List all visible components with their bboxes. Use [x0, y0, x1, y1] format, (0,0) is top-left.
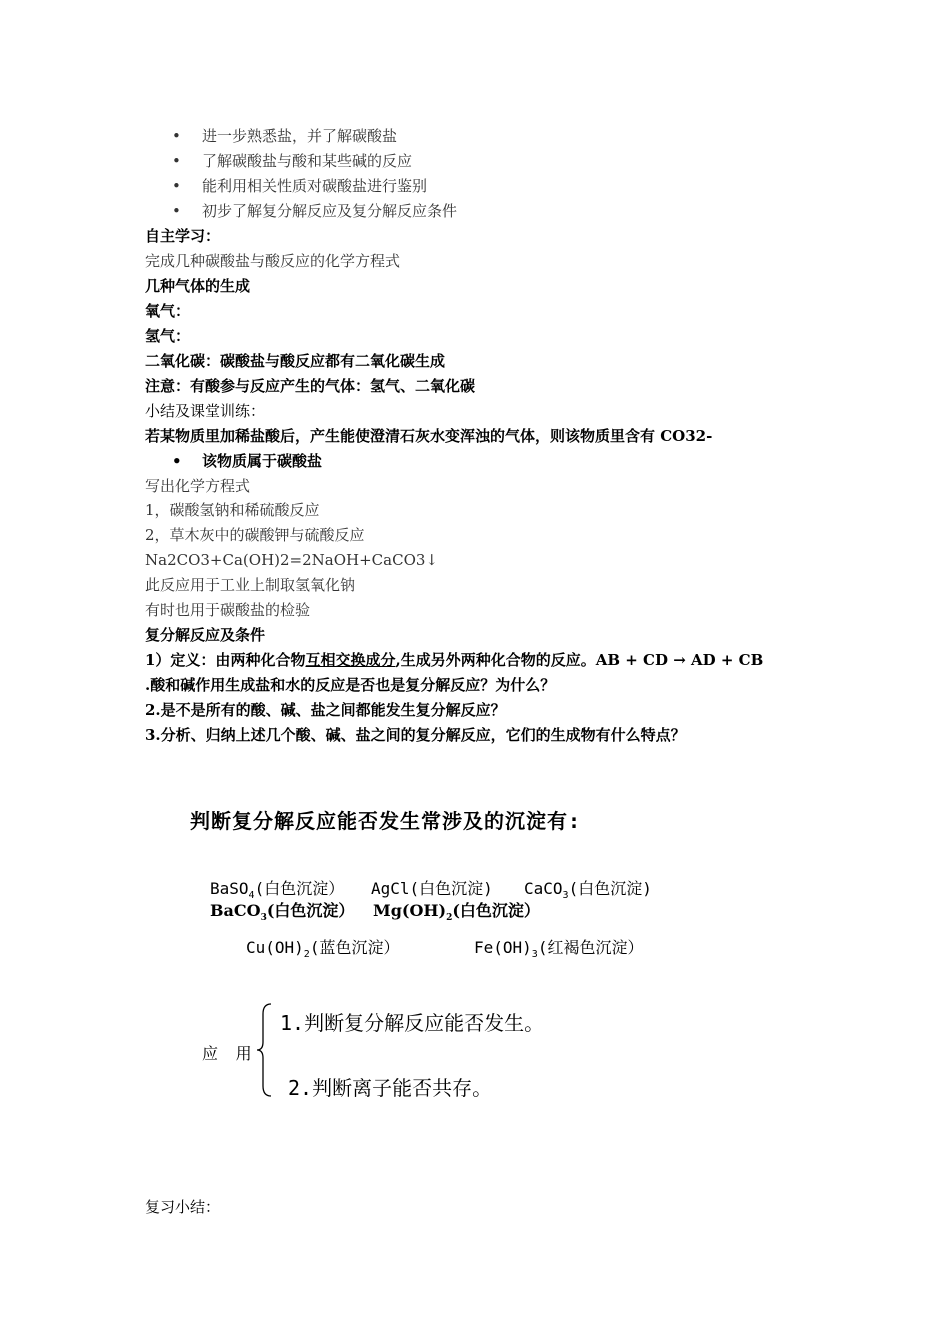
note-line: 注意：有酸参与反应产生的气体：氢气、二氧化碳 — [145, 377, 476, 395]
summary-heading: 小结及课堂训练： — [145, 402, 266, 420]
precipitate-baso4: BaSO$_4$(白色沉淀） — [210, 879, 345, 902]
co2-line: 二氧化碳：碳酸盐与酸反应都有二氧化碳生成 — [145, 352, 446, 370]
conclusion-item: • 该物质属于碳酸盐 — [172, 452, 323, 470]
precipitate-feoh3: $Fe(OH)_3$(红褐色沉淀） — [474, 938, 644, 961]
precipitate-agcl: AgCl(白色沉淀) — [371, 879, 493, 898]
objective-item: • 了解碳酸盐与酸和某些碱的反应 — [172, 152, 413, 170]
objective-item: • 进一步熟悉盐，并了解碳酸盐 — [172, 127, 398, 145]
objective-item: • 能利用相关性质对碳酸盐进行鉴别 — [172, 177, 428, 195]
gases-heading: 几种气体的生成 — [145, 277, 251, 295]
precipitate-baco3: BaCO$_3$(白色沉淀） — [210, 901, 355, 924]
question-2: 2，草木灰中的碳酸钾与硫酸反应 — [145, 526, 365, 544]
definition-line: 1）定义：由两种化合物互相交换成分,生成另外两种化合物的反应。AB + CD → AD + CB — [145, 651, 764, 669]
precipitate-cuoh2: $Cu(OH)_2$(蓝色沉淀） — [246, 938, 400, 961]
question-all-react: 2.是不是所有的酸、碱、盐之间都能发生复分解反应？ — [145, 701, 506, 719]
write-equation: 写出化学方程式 — [145, 477, 251, 495]
use-line-2: 有时也用于碳酸盐的检验 — [145, 601, 311, 619]
self-study-heading: 自主学习： — [145, 227, 221, 245]
application-item-1: 1.判断复分解反应能否发生。 — [280, 1011, 545, 1035]
double-decomp-heading: 复分解反应及条件 — [145, 626, 266, 644]
acid-base-question: .酸和碱作用生成盐和水的反应是否也是复分解反应？为什么？ — [145, 676, 556, 694]
oxygen-line: 氧气： — [145, 302, 191, 320]
question-products: 3.分析、归纳上述几个酸、碱、盐之间的复分解反应，它们的生成物有什么特点？ — [145, 726, 686, 744]
question-1: 1，碳酸氢钠和稀硫酸反应 — [145, 501, 320, 519]
self-study-task: 完成几种碳酸盐与酸反应的化学方程式 — [145, 252, 401, 270]
precipitate-caco3: CaCO$_3$(白色沉淀) — [524, 879, 652, 902]
chemical-equation: Na2CO3+Ca(OH)2=2NaOH+CaCO3↓ — [145, 551, 438, 569]
left-brace-icon — [255, 1002, 275, 1098]
precipitate-mgoh2: $Mg(OH)_2$(白色沉淀） — [373, 901, 540, 924]
application-item-2: 2.判断离子能否共存。 — [288, 1076, 493, 1100]
objective-item: • 初步了解复分解反应及复分解反应条件 — [172, 202, 458, 220]
hydrogen-line: 氢气： — [145, 327, 191, 345]
review-heading: 复习小结： — [145, 1198, 221, 1216]
precipitates-title: 判断复分解反应能否发生常涉及的沉淀有: — [190, 809, 582, 833]
use-line-1: 此反应用于工业上制取氢氧化钠 — [145, 576, 356, 594]
application-label: 应 用 — [202, 1044, 256, 1063]
carbonate-test: 若某物质里加稀盐酸后，产生能使澄清石灰水变浑浊的气体，则该物质里含有 CO32- — [145, 427, 713, 445]
